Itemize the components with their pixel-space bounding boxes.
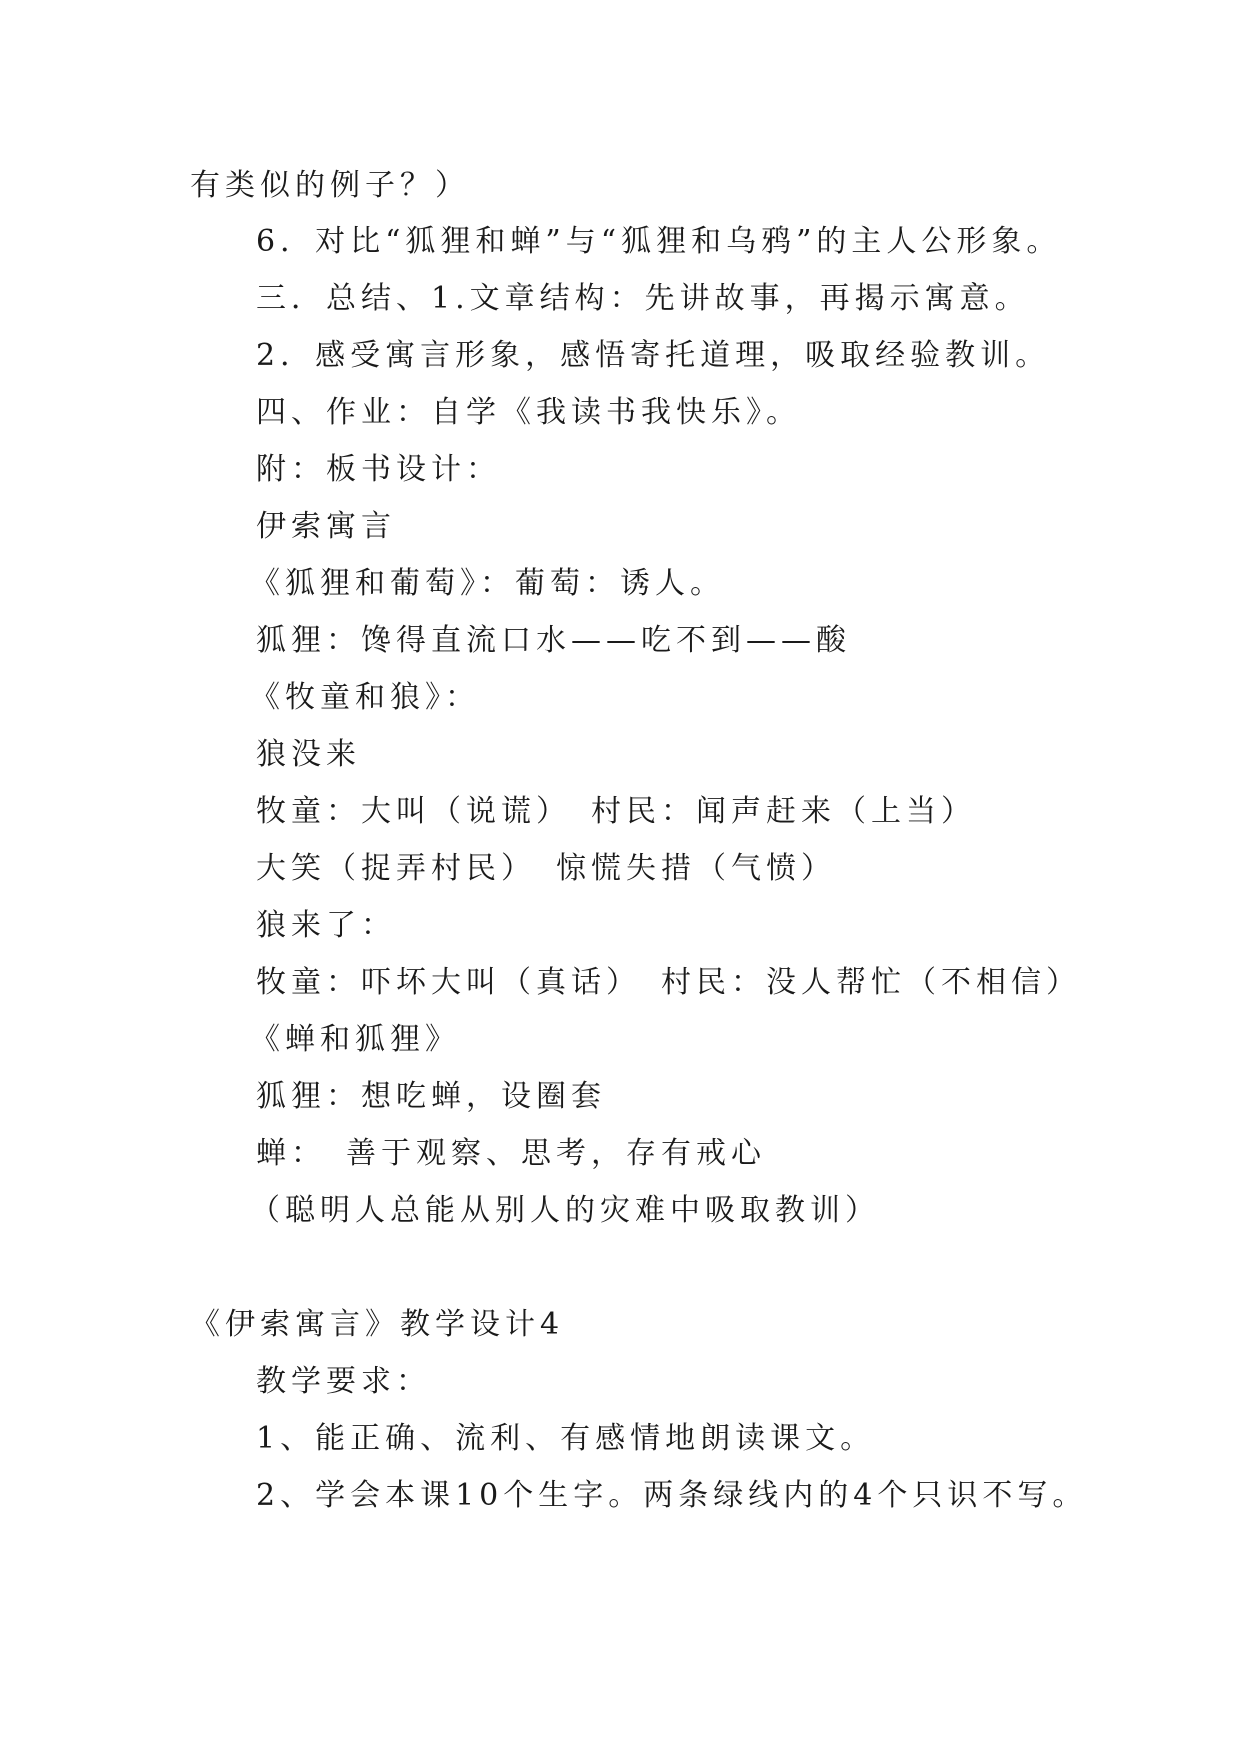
- text-line-item-6: 6．对比“狐狸和蝉”与“狐狸和乌鸦”的主人公形象。: [256, 224, 1062, 259]
- text-line-wolf-came: 狼来了：: [256, 908, 396, 943]
- text-line-requirement-1: 1、能正确、流利、有感情地朗读课文。: [256, 1421, 876, 1456]
- text-line-cicada-observe: 蝉： 善于观察、思考，存有戒心: [256, 1136, 766, 1171]
- text-line-fox-trap: 狐狸：想吃蝉，设圈套: [256, 1079, 606, 1114]
- text-line-moral: （聪明人总能从别人的灾难中吸取教训）: [250, 1193, 880, 1228]
- text-line-homework: 四、作业：自学《我读书我快乐》。: [256, 395, 801, 430]
- text-line-fox-grapes: 《狐狸和葡萄》：葡萄：诱人。: [250, 566, 725, 601]
- text-line-shepherd-truth: 牧童：吓坏大叫（真话） 村民：没人帮忙（不相信）: [256, 965, 1081, 1000]
- text-line-requirements: 教学要求：: [256, 1364, 431, 1399]
- section-title: 《伊索寓言》教学设计4: [190, 1307, 565, 1342]
- text-line-summary: 三．总结、1.文章结构：先讲故事，再揭示寓意。: [256, 281, 1030, 316]
- text-line-board-design: 附：板书设计：: [256, 452, 501, 487]
- text-line-requirement-2: 2、学会本课10个生字。两条绿线内的4个只识不写。: [256, 1478, 1088, 1513]
- text-line-summary-2: 2．感受寓言形象，感悟寄托道理，吸取经验教训。: [256, 338, 1051, 373]
- text-line-laugh: 大笑（捉弄村民） 惊慌失措（气愤）: [256, 851, 836, 886]
- text-line-wolf-not-come: 狼没来: [256, 737, 361, 772]
- text-line-continuation: 有类似的例子？）: [190, 168, 470, 203]
- text-line-shepherd-lie: 牧童：大叫（说谎） 村民：闻声赶来（上当）: [256, 794, 976, 829]
- text-line-fox-grapes-detail: 狐狸：馋得直流口水——吃不到——酸: [256, 623, 851, 658]
- text-line-cicada-fox: 《蝉和狐狸》: [250, 1022, 460, 1057]
- text-line-board-title: 伊索寓言: [256, 509, 396, 544]
- text-line-shepherd-wolf: 《牧童和狼》：: [250, 680, 480, 715]
